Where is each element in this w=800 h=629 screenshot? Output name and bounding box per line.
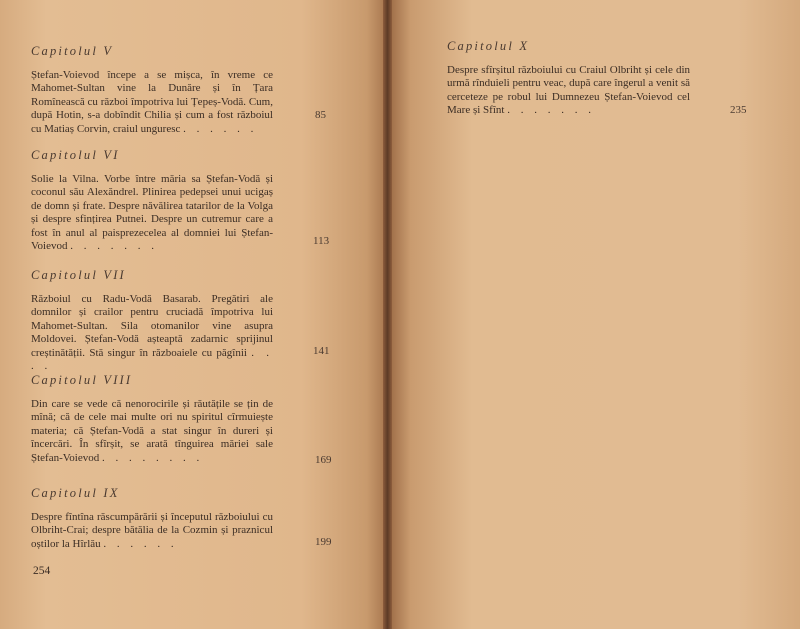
dot-leaders: . . . . . . . (70, 240, 158, 253)
dot-leaders: . . . . . . (103, 537, 178, 550)
toc-entry-chapter-10 (447, 39, 690, 118)
chapter-summary: Solie la Vilna. Vorbe între măria sa Ștefan-Vodă și coconul său Alexăndrel. Plinirea pedepsei unui ucigaș de domn și frate. Despre năvălirea tatarilor de la Volga și despre sfințirea Putnei. Despre un cutremur care a fost în anul al paisprezecelea al domniei lui Ștefan-Voievod . . . . . . . (31, 173, 273, 253)
dot-leaders: . . . . . . (183, 122, 258, 135)
toc-entry-chapter-9 (31, 486, 273, 551)
chapter-summary: Din care se vede că nenorocirile și răutățile se țin de mînă; că de cele mai multe ori nu spiritul cîrmuiește materia; că Ștefan-Vodă a stat singur în dureri și încercări. În sfîrșit, se arată tînguirea măriei sale Ștefan-Voievod . . . . . . . . (31, 398, 273, 464)
page-number-ref: 169 (315, 454, 332, 466)
toc-entry-chapter-6 (31, 148, 273, 253)
chapter-heading: Capitolul VI (31, 148, 120, 162)
dot-leaders: . . . . . . . . (101, 451, 204, 464)
chapter-summary: Ștefan-Voievod începe a se mișca, în vreme ce Mahomet-Sultan vine la Dunăre și în Țara Romînească cu război împotriva lui Țepeș-Vodă. Cum, după Hotin, s-a dobîndit Chilia și cum a fost războiul cu Matiaș Corvin, craiul unguresc . . . . . . (31, 69, 273, 135)
book-gutter (383, 0, 392, 629)
toc-entry-chapter-5 (31, 44, 273, 136)
dot-leaders: . . . . (31, 346, 274, 373)
page-number-ref: 85 (315, 109, 326, 121)
page-number-ref: 199 (315, 536, 332, 548)
page-number-ref: 113 (313, 235, 330, 247)
page-number-ref: 235 (730, 104, 747, 116)
chapter-heading: Capitolul X (447, 39, 530, 53)
folio-page-number: 254 (33, 565, 51, 577)
chapter-summary: Războiul cu Radu-Vodă Basarab. Pregătiri ale domnilor și crailor pentru cruciadă împotriva lui Mahomet-Sultan. Sila otomanilor vine asupra Moldovei. Ștefan-Vodă așteaptă zadarnic sprijinul creștinătății. Stă singur în războaiele cu păgînii . . . . (31, 293, 274, 373)
toc-entry-chapter-7 (31, 268, 273, 373)
chapter-heading: Capitolul IX (31, 486, 120, 500)
chapter-summary: Despre sfîrșitul războiului cu Craiul Olbriht și cele din urmă rînduieli pentru veac, după care îngerul a venit să cerceteze pe robul lui Dumnezeu Ștefan-Voievod cel Mare și Sfînt . . . . . . . (447, 64, 690, 117)
chapter-heading: Capitolul VIII (31, 373, 133, 387)
dot-leaders: . . . . . . . (507, 104, 595, 117)
chapter-summary: Despre fîntîna răscumpărării și începutul războiului cu Olbriht-Crai; despre bătălia de la Cozmin și praznicul oștilor la Hîrlău . . . . . . (31, 511, 273, 550)
chapter-heading: Capitolul V (31, 44, 114, 58)
chapter-heading: Capitolul VII (31, 268, 126, 282)
page-number-ref: 141 (313, 345, 330, 357)
toc-entry-chapter-8 (31, 373, 273, 465)
